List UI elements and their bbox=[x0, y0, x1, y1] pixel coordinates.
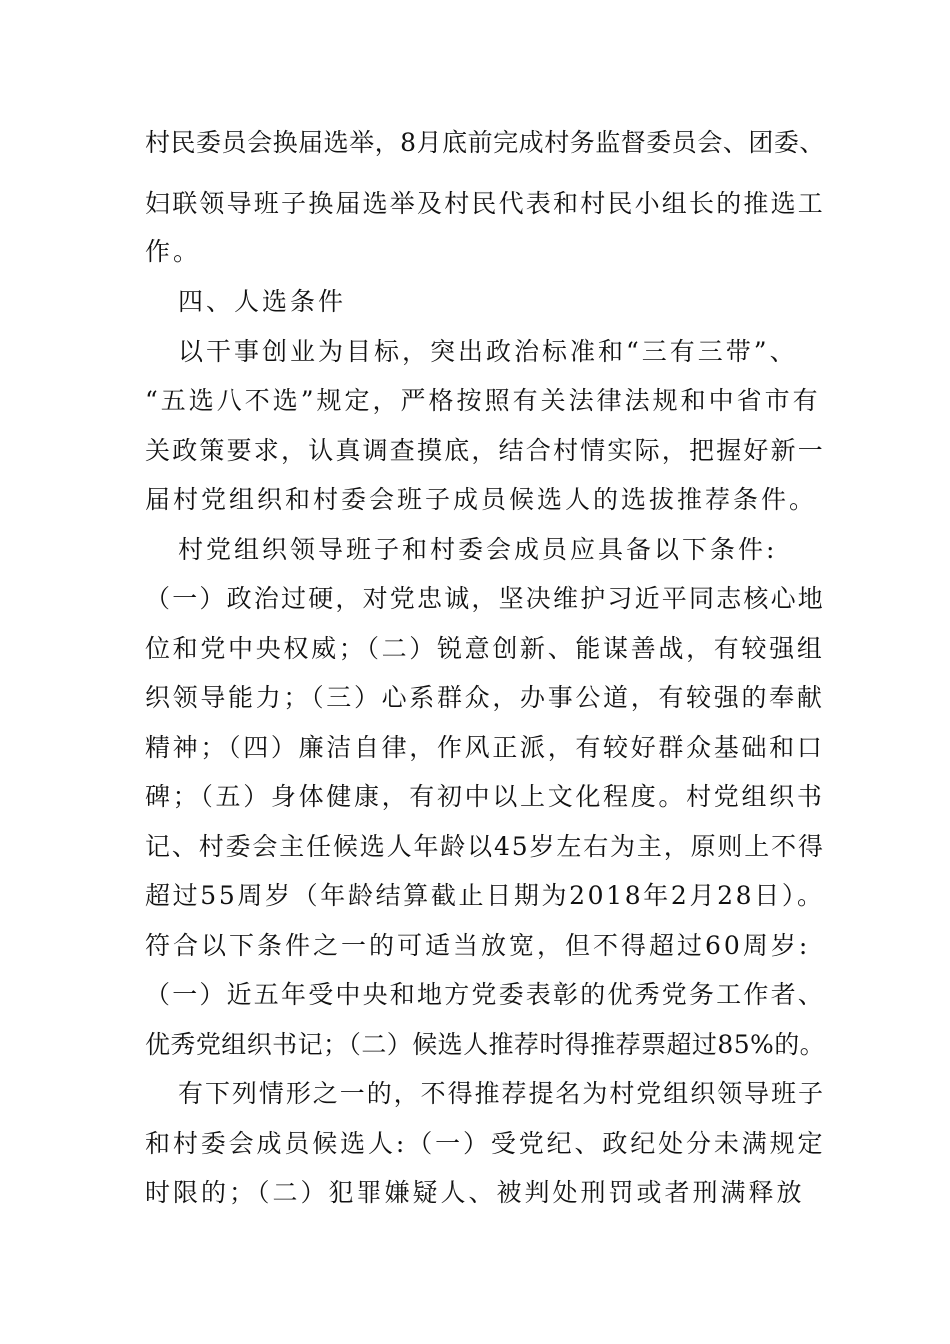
section-heading: 四、人选条件 bbox=[178, 287, 347, 316]
text-line: （一）政治过硬，对党忠诚，坚决维护习近平同志核心地 bbox=[145, 584, 826, 613]
text-line: 超过55周岁（年龄结算截止日期为2018年2月28日）。 bbox=[145, 881, 825, 910]
text-line: 记、村委会主任候选人年龄以45岁左右为主，原则上不得 bbox=[145, 832, 825, 861]
text-line: 精神；（四）廉洁自律，作风正派，有较好群众基础和口 bbox=[145, 733, 825, 762]
text-line: （一）近五年受中央和地方党委表彰的优秀党务工作者、 bbox=[145, 980, 826, 1009]
text-line: 位和党中央权威；（二）锐意创新、能谋善战，有较强组 bbox=[145, 634, 825, 663]
text-line: 有下列情形之一的，不得推荐提名为村党组织领导班子 bbox=[178, 1079, 826, 1108]
text-line: 以干事创业为目标，突出政治标准和“三有三带”、 bbox=[178, 337, 798, 366]
text-line: 碑；（五）身体健康，有初中以上文化程度。村党组织书 bbox=[145, 782, 825, 811]
text-line: 作。 bbox=[145, 237, 202, 266]
text-line: 村党组织领导班子和村委会成员应具备以下条件: bbox=[178, 535, 778, 564]
text-line: 优秀党组织书记；（二）候选人推荐时得推荐票超过85%的。 bbox=[145, 1030, 826, 1059]
text-line: 和村委会成员候选人:（一）受党纪、政纪处分未满规定 bbox=[145, 1129, 826, 1158]
text-line: 符合以下条件之一的可适当放宽，但不得超过60周岁: bbox=[145, 931, 811, 960]
text-line: 织领导能力；（三）心系群众，办事公道，有较强的奉献 bbox=[145, 683, 825, 712]
text-line: “五选八不选”规定，严格按照有关法律法规和中省市有 bbox=[145, 386, 821, 415]
text-line: 妇联领导班子换届选举及村民代表和村民小组长的推选工 bbox=[145, 189, 826, 218]
text-line: 届村党组织和村委会班子成员候选人的选拔推荐条件。 bbox=[145, 485, 818, 514]
text-line: 关政策要求，认真调查摸底，结合村情实际，把握好新一 bbox=[145, 436, 826, 465]
text-line: 村民委员会换届选举，8月底前完成村务监督委员会、团委、 bbox=[145, 128, 825, 157]
text-line: 时限的；（二）犯罪嫌疑人、被判处刑罚或者刑满释放 bbox=[145, 1178, 805, 1207]
